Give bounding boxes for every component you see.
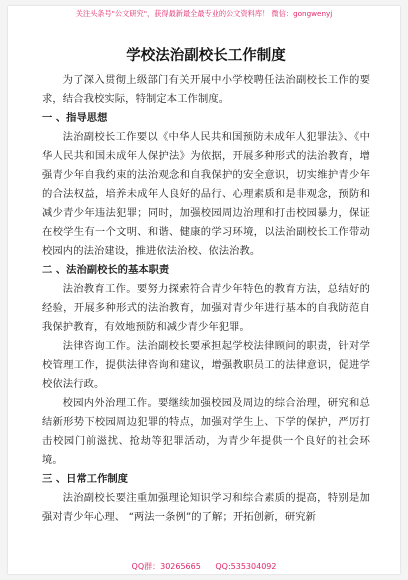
- intro-paragraph: 为了深入贯彻上级部门有关开展中小学校聘任法治副校长工作的要求，结合我校实际，特制定本工作制度。: [42, 74, 370, 105]
- document-title: 学校法治副校长工作制度: [126, 48, 286, 64]
- section2-paragraph-legal-consulting: 法律咨询工作。法治副校长要承担起学校法律顾问的职责，针对学校管理工作，提供法律咨询和建议，增强教职员工的法律意识，促进学校依法行政。: [42, 340, 370, 390]
- section2-paragraph-campus-governance: 校园内外治理工作。要继续加强校园及周边的综合治理，研究和总结新形势下校园周边犯罪的特点，加强对学生上、下学的保护，严厉打击校园门前滋扰、抢劫等犯罪活动，为青少年提供一个良好的社会环境。: [42, 397, 370, 466]
- top-banner: 关注头条号"公文研究"，获得最新最全最专业的公文资料库！ 微信：gongwenyj: [75, 9, 333, 18]
- section3-paragraph: 法治副校长要注重加强理论知识学习和综合素质的提高，特别是加强对青少年心理、 “两法一条例”的了解；开拓创新，研究新: [42, 492, 370, 523]
- qq-number-text: QQ:535304092: [215, 562, 277, 571]
- section2-paragraph-legal-education: 法治教育工作。要努力探索符合青少年特色的教育方法，总结好的经验，开展多种形式的法治教育，加强对青少年进行基本的自我防范自我保护教育，有效地预防和减少青少年犯罪。: [42, 283, 370, 333]
- document-page: [8, 6, 400, 574]
- section-heading-basic-duties: 二 、法治副校长的基本职责: [42, 264, 170, 276]
- section-heading-daily-rules: 三 、日常工作制度: [42, 473, 128, 485]
- qq-group-text: QQ群：30265665: [131, 562, 201, 571]
- bottom-footer: [8, 560, 400, 574]
- section1-paragraph: 法治副校长工作要以《中华人民共和国预防未成年人犯罪法》、《中华人民共和国未成年人保护法》为依据，开展多种形式的法治教育，增强青少年自我约束的法治观念和自我保护的安全意识，切实维护青少年的合法权益，培养未成年人良好的品行、心理素质和是非观念，预防和减少青少年违法犯罪；同时，加强校园周边治理和打击校园暴力，保证在校学生有一个文明、和谐、健康的学习环境，以法治副校长工作带动校园内的法治建设，推进依法治校、依法治教。: [42, 131, 370, 257]
- section-heading-guiding-ideology: 一 、指导思想: [42, 112, 108, 124]
- document-body: [42, 44, 370, 527]
